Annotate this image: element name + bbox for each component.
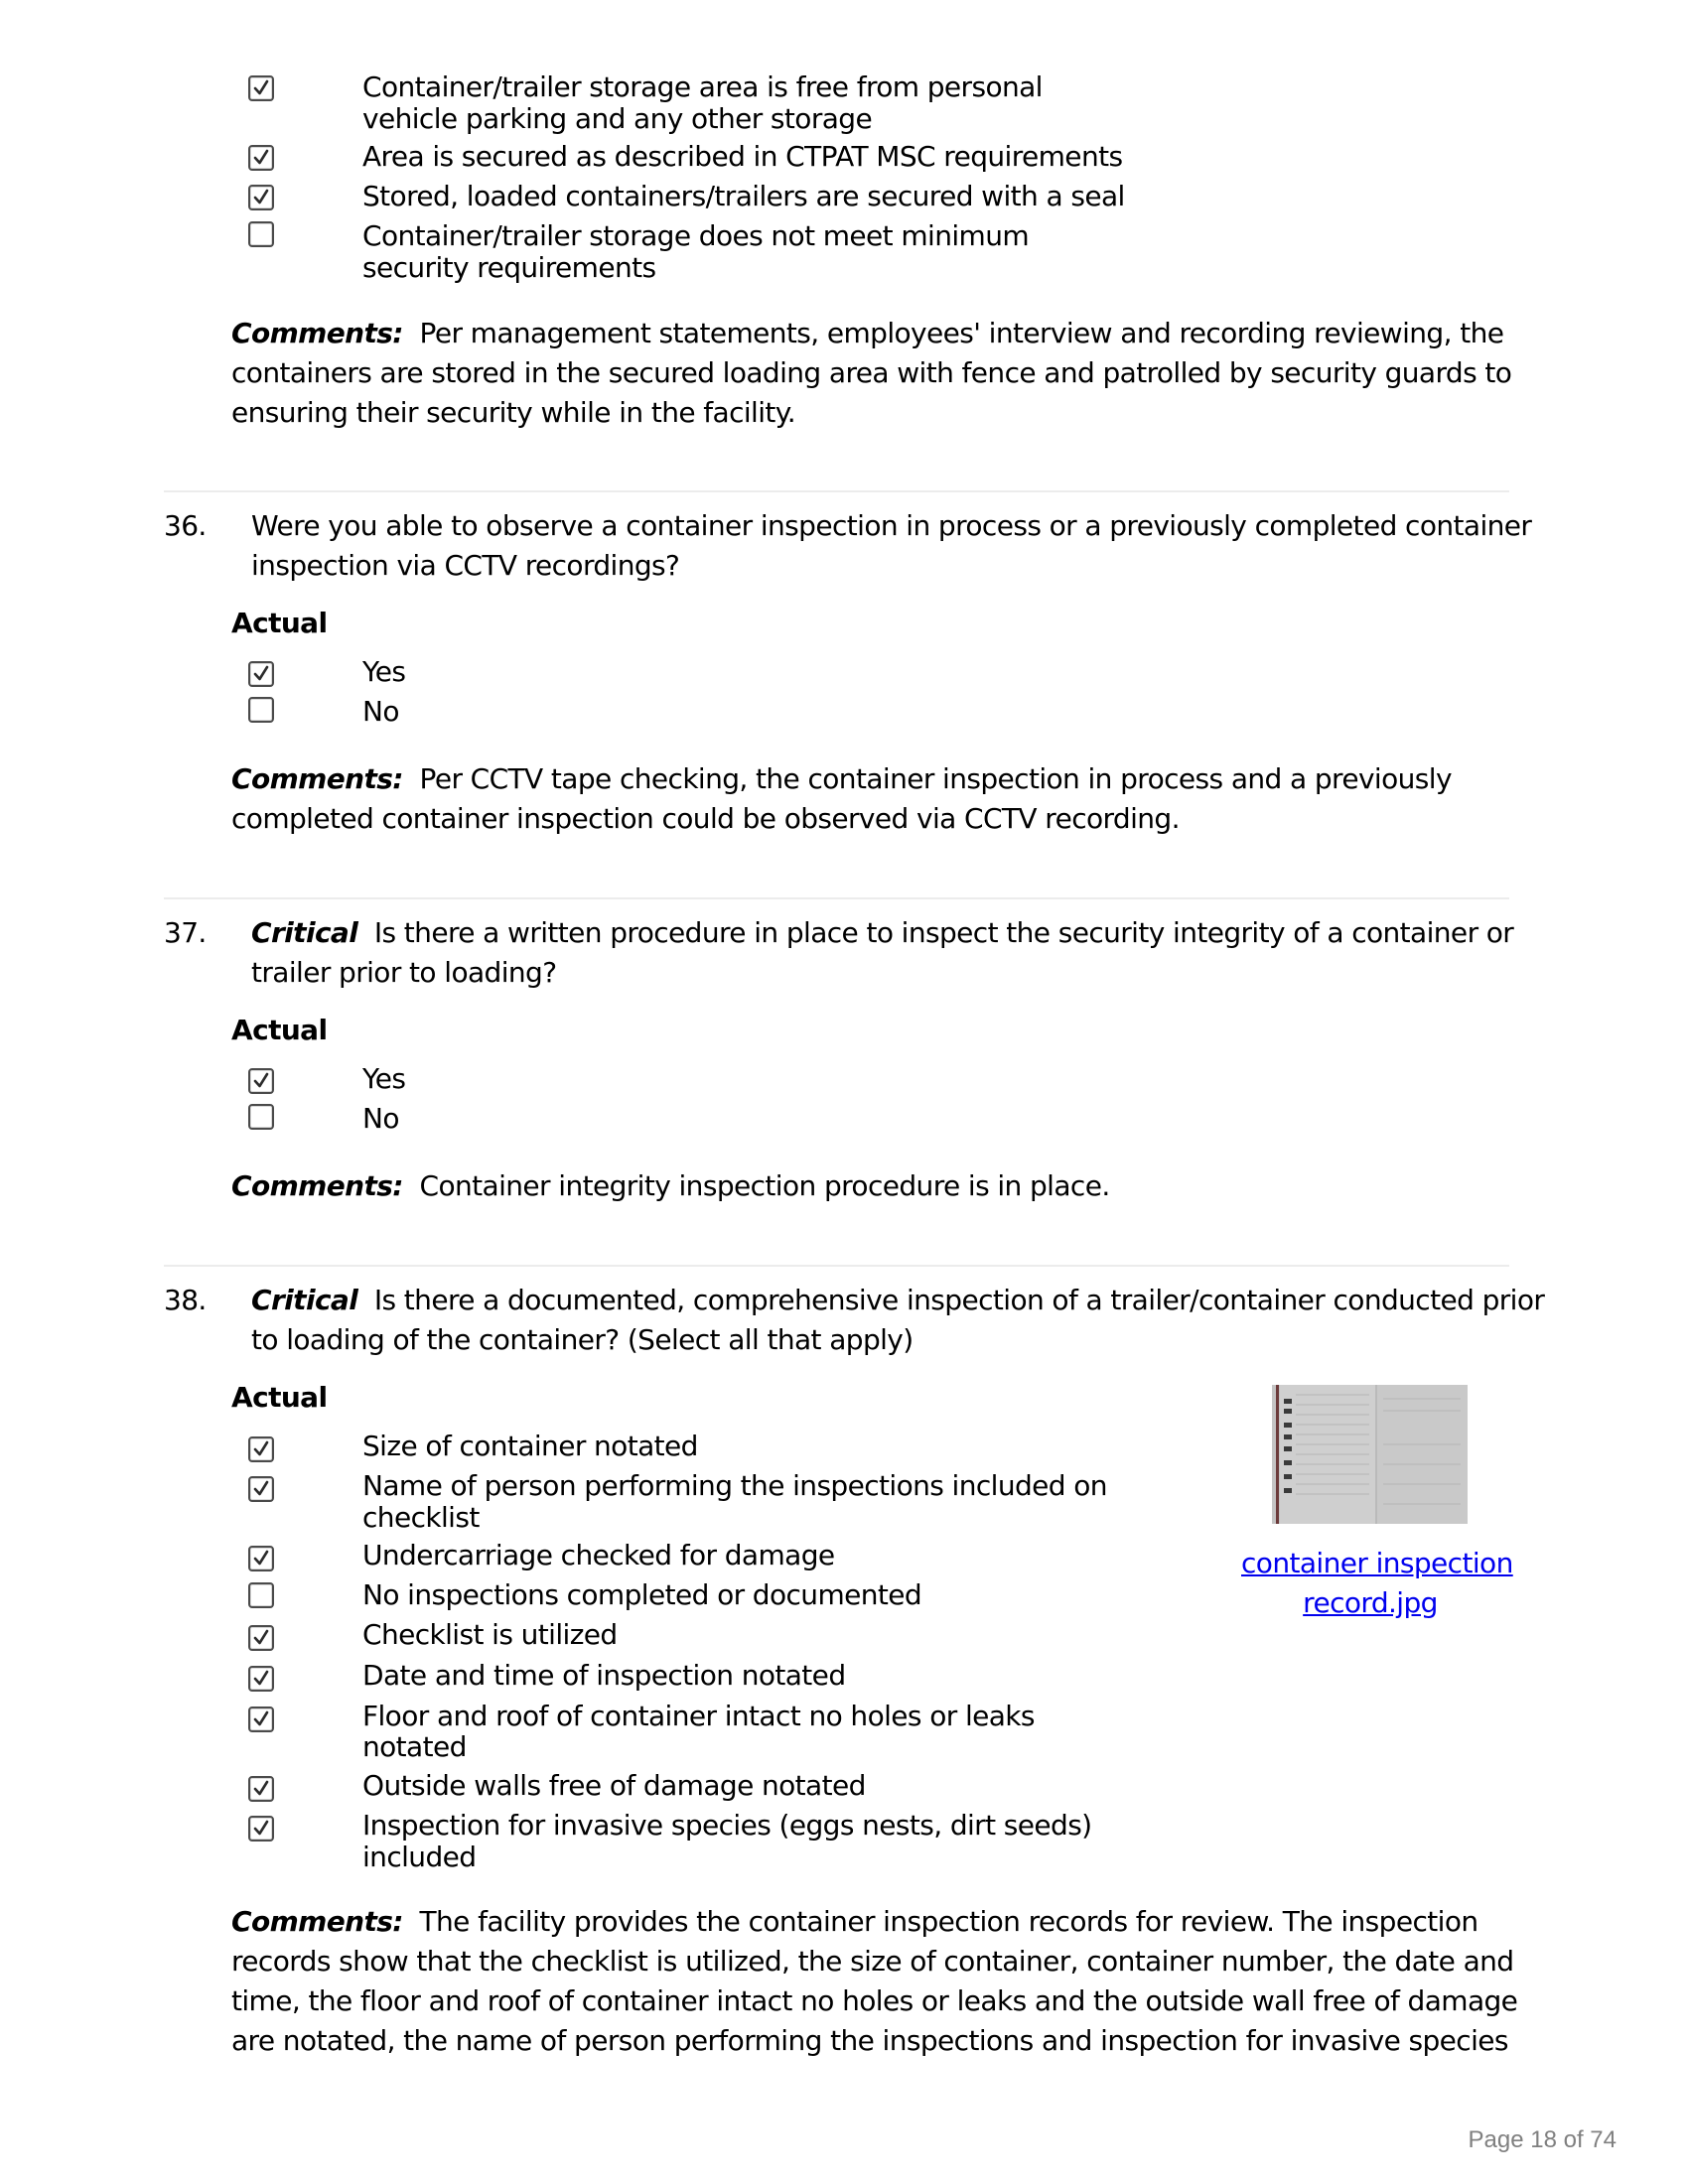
checkbox-checked[interactable] xyxy=(248,75,274,101)
question-number: 37. xyxy=(164,916,207,949)
attachment-link-line2[interactable]: record.jpg xyxy=(1303,1586,1438,1619)
checkbox-checked[interactable] xyxy=(248,661,274,687)
question-text xyxy=(251,913,1513,953)
option-label-no: No xyxy=(362,695,399,728)
critical-badge: Critical xyxy=(251,916,358,949)
checkbox-checked[interactable] xyxy=(248,185,274,210)
comments-text-line: ensuring their security while in the facility. xyxy=(231,396,796,429)
option-label-cont: notated xyxy=(362,1730,467,1763)
question-text-cont: to loading of the container? (Select all that apply) xyxy=(251,1323,914,1356)
comments xyxy=(231,1902,1478,1942)
attachment-link-cont[interactable] xyxy=(1241,1583,1499,1623)
question-text-cont: trailer prior to loading? xyxy=(251,956,557,989)
comments-label: Comments: xyxy=(231,1905,403,1938)
question-text xyxy=(251,1281,1544,1320)
comments-text-line: completed container inspection could be observed via CCTV recording. xyxy=(231,802,1180,835)
checkmark-icon xyxy=(252,78,270,97)
checkmark-icon xyxy=(252,188,270,206)
attachment-thumbnail[interactable] xyxy=(1272,1385,1468,1524)
attachment-link-line1[interactable]: container inspection xyxy=(1241,1547,1513,1579)
comments-label: Comments: xyxy=(231,762,403,795)
checkbox-checked[interactable] xyxy=(248,1816,274,1842)
option-label-yes: Yes xyxy=(362,1062,406,1095)
comments xyxy=(231,759,1452,799)
comments-label: Comments: xyxy=(231,317,403,349)
option-label: Inspection for invasive species (eggs nests, dirt seeds) xyxy=(362,1809,1092,1842)
section-divider xyxy=(164,897,1509,899)
comments-text: Per management statements, employees' interview and recording reviewing, the xyxy=(419,317,1504,349)
question-text-main: Is there a written procedure in place to inspect the security integrity of a container or xyxy=(373,916,1514,949)
comments-text-line: time, the floor and roof of container intact no holes or leaks and the outside wall free of damage xyxy=(231,1984,1518,2017)
comments-text: The facility provides the container inspection records for review. The inspection xyxy=(419,1905,1478,1938)
option-label: Date and time of inspection notated xyxy=(362,1659,846,1692)
checkmark-icon xyxy=(252,1669,270,1688)
critical-badge: Critical xyxy=(251,1284,358,1316)
comments-label: Comments: xyxy=(231,1169,403,1202)
checkmark-icon xyxy=(252,664,270,683)
checkmark-icon xyxy=(252,148,270,167)
document-photo-icon xyxy=(1272,1385,1468,1524)
section-divider xyxy=(164,1265,1509,1267)
checkbox-checked[interactable] xyxy=(248,1546,274,1571)
question-number: 38. xyxy=(164,1284,207,1316)
checkmark-icon xyxy=(252,1479,270,1498)
checkbox-checked[interactable] xyxy=(248,1068,274,1094)
option-label: Area is secured as described in CTPAT MSC requirements xyxy=(362,140,1123,173)
question-text-cont: inspection via CCTV recordings? xyxy=(251,549,680,582)
checkmark-icon xyxy=(252,1628,270,1647)
comments-text: Per CCTV tape checking, the container inspection in process and a previously xyxy=(419,762,1452,795)
checkbox-checked[interactable] xyxy=(248,1706,274,1732)
option-label: Floor and roof of container intact no holes or leaks xyxy=(362,1700,1035,1732)
option-label-cont: checklist xyxy=(362,1501,480,1534)
option-label-yes: Yes xyxy=(362,655,406,688)
section-divider xyxy=(164,490,1509,492)
checkbox-checked[interactable] xyxy=(248,1666,274,1692)
checkbox-checked[interactable] xyxy=(248,1625,274,1651)
option-label: Stored, loaded containers/trailers are secured with a seal xyxy=(362,180,1125,212)
option-label-cont: included xyxy=(362,1841,477,1873)
question-text: Were you able to observe a container inspection in process or a previously completed container xyxy=(251,509,1532,542)
option-label-cont: security requirements xyxy=(362,251,656,284)
checkbox-unchecked[interactable] xyxy=(248,697,274,723)
option-label: Size of container notated xyxy=(362,1430,698,1462)
checkmark-icon xyxy=(252,1549,270,1568)
comments-text-line: are notated, the name of person performing the inspections and inspection for invasive species xyxy=(231,2024,1508,2057)
checkmark-icon xyxy=(252,1779,270,1798)
actual-label: Actual xyxy=(231,1014,328,1046)
question-text-main: Is there a documented, comprehensive inspection of a trailer/container conducted prior xyxy=(373,1284,1545,1316)
checkmark-icon xyxy=(252,1709,270,1728)
option-label: Name of person performing the inspections included on xyxy=(362,1469,1107,1502)
option-label-cont: vehicle parking and any other storage xyxy=(362,102,873,135)
checkbox-checked[interactable] xyxy=(248,1476,274,1502)
comments xyxy=(231,1166,1110,1206)
checkbox-checked[interactable] xyxy=(248,1776,274,1802)
checkbox-checked[interactable] xyxy=(248,1436,274,1462)
checkmark-icon xyxy=(252,1439,270,1458)
comments-text: Container integrity inspection procedure is in place. xyxy=(419,1169,1110,1202)
attachment-link[interactable] xyxy=(1241,1544,1513,1583)
option-label: Checklist is utilized xyxy=(362,1618,618,1651)
checkbox-unchecked[interactable] xyxy=(248,1582,274,1608)
comments-text-line: records show that the checklist is utilized, the size of container, container number, the date and xyxy=(231,1945,1514,1978)
comments-text-line: containers are stored in the secured loading area with fence and patrolled by security guards to xyxy=(231,356,1512,389)
option-label: No inspections completed or documented xyxy=(362,1578,922,1611)
checkbox-checked[interactable] xyxy=(248,145,274,171)
option-label: Undercarriage checked for damage xyxy=(362,1539,835,1571)
option-label-no: No xyxy=(362,1102,399,1135)
option-label: Container/trailer storage area is free from personal xyxy=(362,70,1043,103)
option-label: Container/trailer storage does not meet minimum xyxy=(362,219,1030,252)
comments xyxy=(231,314,1503,353)
checkbox-unchecked[interactable] xyxy=(248,1104,274,1130)
checkbox-unchecked[interactable] xyxy=(248,221,274,247)
actual-label: Actual xyxy=(231,607,328,639)
actual-label: Actual xyxy=(231,1381,328,1414)
page-number: Page 18 of 74 xyxy=(1468,2126,1617,2153)
question-number: 36. xyxy=(164,509,207,542)
checkmark-icon xyxy=(252,1819,270,1838)
checkmark-icon xyxy=(252,1071,270,1090)
option-label: Outside walls free of damage notated xyxy=(362,1769,866,1802)
